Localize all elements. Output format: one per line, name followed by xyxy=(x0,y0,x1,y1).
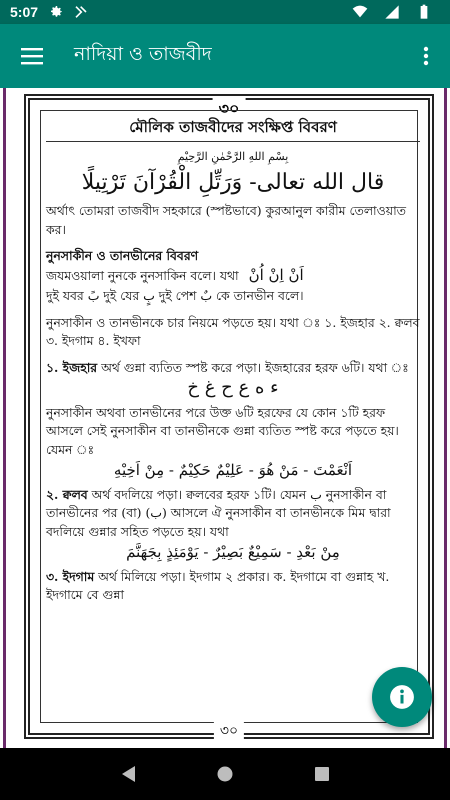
menu-button[interactable] xyxy=(0,24,64,88)
page-heading: মৌলিক তাজবীদের সংক্ষিপ্ত বিবরণ xyxy=(46,118,420,142)
qalb-paragraph xyxy=(46,486,420,542)
back-button[interactable] xyxy=(116,762,140,786)
qalb-text: অর্থ বদলিয়ে পড়া। ক্বলবের হরফ ১টি। যেমন ب নুনসাকীন বা তানভীনের পর (বা) (ب) আসলে ঐ নুনসাকীন বা তানভীনকে মিম দ্বারা বদলিয়ে গুন্নার সহিত পড়তে হয়। যথা xyxy=(46,486,391,539)
izhar-text: অর্থ গুন্না ব্যতিত স্পষ্ট করে পড়া। ইজহারের হরফ ৬টি। যথা ঃ xyxy=(97,359,409,375)
battery-icon xyxy=(416,4,432,20)
recents-square-icon xyxy=(314,766,330,782)
page-number-top: ৩০ xyxy=(213,96,246,123)
qalb-label: ২. ক্বলব xyxy=(46,486,88,502)
status-time: 5:07 xyxy=(10,4,39,20)
nunsakin-arabic-example: اَنْ اِنْ اُنْ xyxy=(248,265,304,284)
qalb-examples: مِنْ بَعْدِ - سَمِيْعٌ بَصِيْرٌ - يَوْمَئِذٍ بِجَهَنَّمَ xyxy=(126,543,340,561)
izhar-letters: ء ه ع ح غ خ xyxy=(187,377,279,398)
status-bar xyxy=(0,0,450,24)
system-nav-bar xyxy=(0,748,450,800)
quran-ayah: قال الله تعالى- وَرَتِّلِ الْقُرْآنَ تَرْتِيلًا xyxy=(81,170,385,195)
nunsakin-definition xyxy=(46,266,420,286)
home-circle-icon xyxy=(216,765,234,783)
izhar-label: ১. ইজহার xyxy=(46,359,98,375)
app-bar xyxy=(0,24,450,88)
page-text-block xyxy=(46,118,420,605)
gear-icon xyxy=(48,4,64,20)
izhar-paragraph xyxy=(46,359,420,378)
page-border-frame xyxy=(24,94,434,739)
izhar-rule-paragraph: নুনসাকীন অথবা তানভীনের পরে উক্ত ৬টি হরফের যে কোন ১টি হরফ আসলে সেই নুনসাকীন বা তানভীনকে গুন্না ব্যতিত স্পষ্ট করে পড়তে হয়। যেমন ঃ xyxy=(46,404,399,457)
hamburger-menu-icon xyxy=(21,47,43,65)
idgham-paragraph xyxy=(46,568,420,605)
nunsakin-line: জযমওয়ালা নুনকে নুনসাকিন বলে। যথা xyxy=(46,267,239,283)
back-triangle-icon xyxy=(119,764,137,784)
page-number-bottom: ৩০ xyxy=(214,719,244,743)
app-title: নাদিয়া ও তাজবীদ xyxy=(74,43,212,65)
idgham-text: অর্থ মিলিয়ে পড়া। ইদগাম ২ প্রকার। ক. ইদগামে বা গুন্নাহ খ. ইদগামে বে গুন্না xyxy=(46,568,390,602)
download-icon xyxy=(72,4,88,20)
paragraph-intro: অর্থাৎ তোমরা তাজবীদ সহকারে (স্পষ্টভাবে) কুরআনুল কারীম তেলাওয়াত কর। xyxy=(46,203,406,237)
home-button[interactable] xyxy=(213,762,237,786)
recents-button[interactable] xyxy=(310,762,334,786)
signal-icon xyxy=(384,4,400,20)
book-page-image xyxy=(3,88,447,748)
info-fab-button[interactable] xyxy=(372,667,432,727)
izhar-examples: اَنْعَمْتَ - مَنْ هُوَ - عَلِيْمٌ حَكِيْمٌ - مِنْ اَخِيْهِ xyxy=(113,461,353,479)
info-icon xyxy=(389,684,415,710)
idgham-label: ৩. ইদগাম xyxy=(46,568,95,584)
section-title-nunsakin: নুনসাকীন ও তানভীনের বিবরণ xyxy=(46,248,199,263)
more-vert-icon xyxy=(423,46,429,66)
tanvin-definition: দুই যবর بً দুই যের بٍ দুই পেশ بٌ কে তানভীন বলে। xyxy=(46,288,304,303)
more-options-button[interactable] xyxy=(402,24,450,88)
content-area[interactable] xyxy=(0,88,450,748)
four-rules-paragraph: নুনসাকীন ও তানভীনকে চার নিয়মে পড়তে হয়। যথা ঃ ১. ইজহার ২. ক্বলব ৩. ইদগাম ৪. ইখফা xyxy=(46,314,420,348)
bismillah-text: بِسْمِ اللهِ الرَّحْمٰنِ الرَّحِيْمِ xyxy=(177,149,289,163)
wifi-icon xyxy=(352,4,368,20)
